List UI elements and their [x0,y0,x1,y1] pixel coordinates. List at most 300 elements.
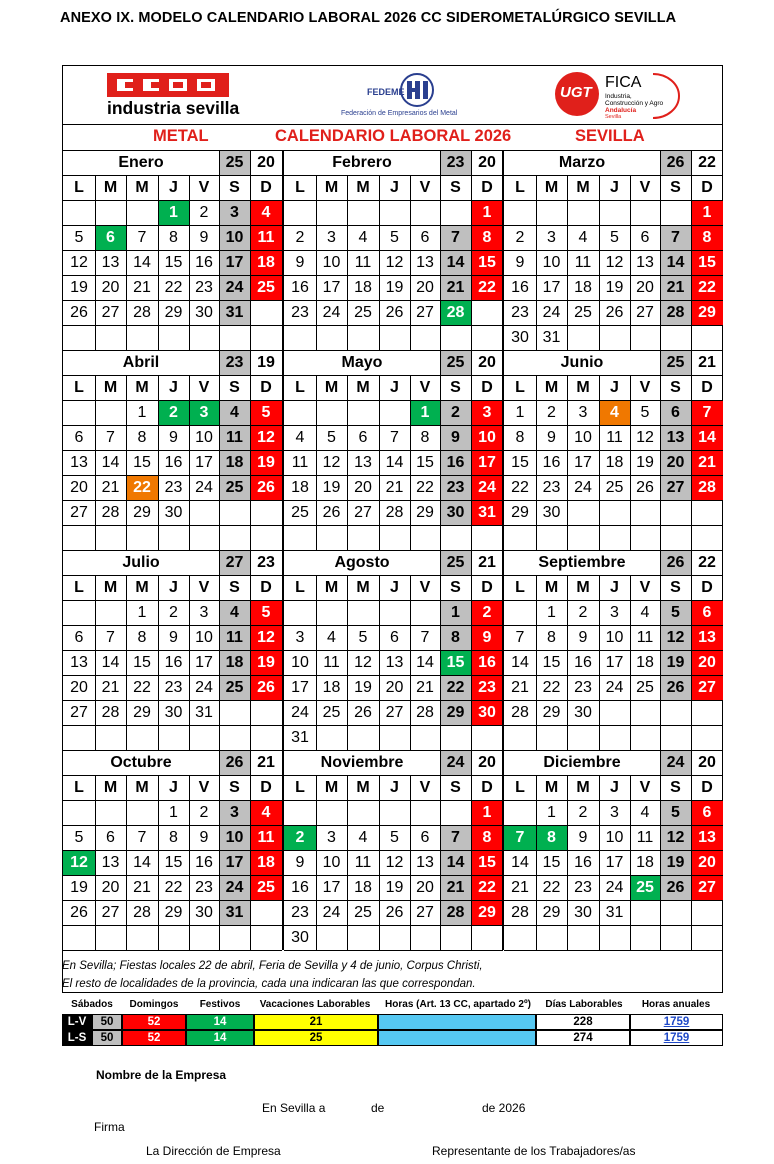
day-cell: 24 [605,878,624,896]
month-name: Enero [118,153,164,171]
day-cell: 8 [169,828,178,846]
row-line [63,925,282,926]
day-cell: 29 [440,700,471,725]
weekday-header: L [295,178,305,196]
row-line [504,225,723,226]
row-line [63,500,282,501]
row-line [504,475,723,476]
day-cell: 4 [640,603,650,621]
day-cell: 31 [219,300,250,325]
day-cell: 13 [385,653,404,671]
row-line [63,450,282,451]
day-cell: 14 [385,453,404,471]
day-cell: 13 [691,825,723,850]
saturday-count: 24 [440,750,471,775]
day-cell: 12 [385,253,404,271]
column-line [599,575,600,750]
column-line [126,375,127,550]
row-line [504,200,723,201]
row-line [504,250,723,251]
row-line [284,725,503,726]
weekday-header: V [198,778,210,796]
day-cell: 12 [385,853,404,871]
day-cell: 9 [440,425,471,450]
day-cell: 29 [416,503,434,521]
column-line [630,175,631,350]
quarter-line [63,550,722,551]
saturday-count: 23 [440,150,471,175]
day-cell: 18 [250,250,282,275]
day-cell: 28 [133,303,151,321]
row-line [284,400,503,401]
weekday-header: M [103,578,118,596]
note-line-2: El resto de localidades de la provincia, cada una indicaran las que correspondan. [62,978,476,990]
day-cell: 27 [70,703,88,721]
day-cell: 27 [636,303,654,321]
row-line [284,200,503,201]
row-line [63,200,282,201]
day-cell: 21 [691,450,723,475]
day-cell: 7 [691,400,723,425]
weekday-header: M [356,578,370,596]
day-cell: 2 [578,603,588,621]
row-line [63,600,282,601]
day-cell: 24 [195,478,213,496]
day-cell: 26 [605,303,624,321]
weekday-header: V [419,378,431,396]
day-cell: 23 [542,478,561,496]
row-line [63,225,282,226]
row-line [284,175,503,176]
day-cell: 30 [195,303,213,321]
day-cell: 14 [416,653,434,671]
month-name: Febrero [332,153,392,171]
day-cell: 16 [542,453,561,471]
ugt-name: UGT [560,84,592,101]
block-separator [502,750,504,950]
day-cell: 25 [219,675,250,700]
day-cell: 15 [416,453,434,471]
day-cell: 17 [291,678,309,696]
day-cell: 22 [440,675,471,700]
day-cell: 2 [284,825,316,850]
sunday-count: 21 [478,553,496,571]
day-cell: 11 [606,428,623,446]
day-cell: 20 [416,878,434,896]
column-line [567,575,568,750]
day-cell: 19 [385,278,404,296]
day-cell: 2 [547,403,556,421]
day-cell: 21 [511,878,529,896]
weekday-header: M [544,378,559,396]
day-cell: 25 [291,503,309,521]
weekday-header: V [419,578,431,596]
day-cell: 15 [471,250,503,275]
row-line [504,500,723,501]
fica-name: FICA [605,74,642,91]
day-cell: 1 [691,200,723,225]
summary-dias-cell: 228 [536,1014,630,1030]
weekday-header: S [229,178,240,196]
day-cell: 20 [416,278,434,296]
day-cell: 9 [295,253,305,271]
day-cell: 12 [322,453,341,471]
day-cell: 25 [574,303,592,321]
block-separator [282,150,284,350]
day-cell: 5 [74,228,84,246]
day-cell: 31 [605,903,624,921]
weekday-header: M [103,178,118,196]
row-line [284,850,503,851]
day-cell: 23 [164,478,183,496]
summary-table [62,998,723,1046]
day-cell: 12 [70,253,88,271]
day-cell: 9 [547,428,556,446]
day-cell: 27 [101,903,120,921]
day-cell: 26 [322,503,341,521]
day-cell: 29 [164,903,183,921]
day-cell: 7 [660,225,691,250]
day-cell: 20 [70,678,88,696]
row-line [284,675,503,676]
day-cell: 15 [471,850,503,875]
weekday-header: S [670,578,681,596]
row-line [284,500,503,501]
day-cell: 29 [542,903,561,921]
fica-line2: Construcción y Agro [605,100,664,107]
weekday-header: S [450,378,461,396]
day-cell: 14 [101,653,120,671]
row-line [504,650,723,651]
signature-label: Firma [94,1120,125,1134]
day-cell: 15 [440,650,471,675]
day-cell: 6 [691,600,723,625]
day-cell: 1 [137,603,147,621]
row-line [284,800,503,801]
weekday-header: D [260,778,272,796]
day-cell: 16 [440,450,471,475]
day-cell: 3 [610,603,619,621]
sunday-count: 20 [478,353,496,371]
day-cell: 13 [70,653,88,671]
day-cell: 4 [578,228,588,246]
summary-dias-cell: 274 [536,1030,630,1046]
day-cell: 26 [385,303,404,321]
day-cell: 14 [691,425,723,450]
day-cell: 21 [133,878,151,896]
column-line [95,775,96,950]
column-line [347,375,348,550]
sunday-count: 22 [698,153,716,171]
day-cell: 7 [137,828,147,846]
weekday-header: M [576,578,590,596]
day-cell: 1 [515,403,525,421]
row-line [63,375,282,376]
day-cell: 6 [358,428,368,446]
day-cell: 22 [471,875,503,900]
weekday-header: J [169,778,178,796]
weekday-header: V [419,778,431,796]
day-cell: 29 [133,503,151,521]
day-cell: 18 [574,278,592,296]
day-cell: 11 [636,628,654,646]
column-line [567,375,568,550]
summary-horas-cell [378,1014,536,1030]
day-cell: 19 [322,478,341,496]
quarter-line [63,150,722,151]
day-cell: 17 [195,453,213,471]
weekday-header: M [356,778,370,796]
block-separator [502,150,504,350]
weekday-header: L [515,178,525,196]
day-cell: 13 [101,853,120,871]
day-cell: 4 [599,400,630,425]
day-cell: 25 [250,275,282,300]
day-cell: 30 [164,703,183,721]
day-cell: 15 [511,453,529,471]
weekday-header: M [103,778,118,796]
weekday-header: J [390,778,399,796]
row-line [284,600,503,601]
day-cell: 18 [636,653,654,671]
day-cell: 3 [327,228,336,246]
column-line [347,775,348,950]
day-cell: 1 [158,200,189,225]
weekday-header: V [198,178,210,196]
column-line [316,175,317,350]
ugt-fica-logo [553,70,693,122]
day-cell: 22 [542,678,561,696]
day-cell: 13 [691,625,723,650]
column-line [410,775,411,950]
weekday-header: J [169,178,178,196]
day-cell: 23 [195,278,213,296]
day-cell: 29 [511,503,529,521]
weekday-header: J [610,378,619,396]
day-cell: 21 [416,678,434,696]
ccoo-logo-icon [107,73,229,97]
day-cell: 19 [250,650,282,675]
day-cell: 27 [385,703,404,721]
day-cell: 3 [219,200,250,225]
day-cell: 31 [195,703,213,721]
saturday-count: 25 [440,550,471,575]
day-cell: 6 [691,800,723,825]
column-line [630,775,631,950]
row-line [63,575,282,576]
day-cell: 25 [605,478,624,496]
weekday-header: M [324,178,339,196]
day-cell: 21 [660,275,691,300]
day-cell: 3 [189,400,219,425]
row-line [504,400,723,401]
day-cell: 14 [440,850,471,875]
day-cell: 28 [660,300,691,325]
day-cell: 5 [660,600,691,625]
row-line [284,700,503,701]
day-cell: 22 [416,478,434,496]
row-line [504,800,723,801]
day-cell: 25 [322,703,341,721]
day-cell: 17 [574,453,592,471]
day-cell: 30 [542,503,561,521]
summary-label-cell: L-V [62,1014,92,1030]
day-cell: 10 [219,825,250,850]
day-cell: 4 [358,828,368,846]
month-name: Septiembre [538,553,626,571]
column-line [158,175,159,350]
column-line [316,775,317,950]
weekday-header: L [295,778,305,796]
sunday-count: 20 [478,753,496,771]
summary-vacaciones-cell: 25 [254,1030,378,1046]
day-cell: 12 [63,850,95,875]
day-cell: 16 [511,278,529,296]
day-cell: 21 [440,875,471,900]
summary-festivos-cell: 14 [186,1014,254,1030]
day-cell: 17 [542,278,561,296]
day-cell: 15 [133,453,151,471]
saturday-count: 25 [660,350,691,375]
day-cell: 23 [164,678,183,696]
saturday-count: 27 [219,550,250,575]
day-cell: 8 [137,628,147,646]
row-line [63,175,282,176]
row-line [63,650,282,651]
month-name: Junio [560,353,604,371]
day-cell: 26 [660,675,691,700]
month-name: Diciembre [543,753,621,771]
day-cell: 6 [74,628,84,646]
column-line [410,375,411,550]
day-cell: 10 [471,425,503,450]
column-line [536,175,537,350]
column-line [599,375,600,550]
row-line [63,950,282,951]
day-cell: 6 [420,228,430,246]
column-line [567,175,568,350]
day-cell: 20 [691,850,723,875]
day-cell: 2 [199,803,209,821]
day-cell: 13 [416,853,434,871]
column-line [410,175,411,350]
weekday-header: S [229,778,240,796]
day-cell: 16 [574,653,592,671]
weekday-header: D [701,178,713,196]
day-cell: 19 [70,878,88,896]
day-cell: 27 [691,675,723,700]
day-cell: 25 [354,303,372,321]
day-cell: 13 [660,425,691,450]
weekday-header: S [670,778,681,796]
day-cell: 6 [420,828,430,846]
summary-domingos-cell: 52 [122,1014,186,1030]
sunday-count: 23 [257,553,275,571]
fica-line1: Industria, [605,93,632,100]
summary-domingos-cell: 52 [122,1030,186,1046]
day-cell: 20 [660,450,691,475]
day-cell: 3 [219,800,250,825]
day-cell: 9 [199,228,209,246]
summary-header-dias: Días Laborables [545,999,623,1010]
summary-header-sabados: Sábados [71,999,113,1010]
logos-header [63,66,722,125]
ccoo-caption: industria sevilla [107,98,240,118]
day-cell: 22 [542,878,561,896]
column-line [567,775,568,950]
weekday-header: M [324,378,339,396]
day-cell: 18 [219,650,250,675]
day-cell: 2 [158,400,189,425]
day-cell: 11 [354,853,372,871]
column-line [126,775,127,950]
row-line [284,250,503,251]
row-line [284,575,503,576]
day-cell: 22 [471,275,503,300]
weekday-header: M [135,778,149,796]
day-cell: 14 [511,653,529,671]
day-cell: 29 [471,900,503,925]
day-cell: 25 [630,875,660,900]
column-line [189,575,190,750]
weekday-header: S [670,378,681,396]
weekday-header: L [74,778,84,796]
day-cell: 28 [416,703,434,721]
day-cell: 28 [440,300,471,325]
summary-header-festivos: Festivos [199,999,241,1010]
day-cell: 22 [126,475,158,500]
day-cell: 11 [574,253,592,271]
day-cell: 8 [515,428,525,446]
weekday-header: L [515,378,525,396]
row-line [63,825,282,826]
day-cell: 4 [250,200,282,225]
day-cell: 8 [420,428,430,446]
day-cell: 24 [219,875,250,900]
day-cell: 10 [605,828,624,846]
date-de-label: de [371,1101,385,1115]
day-cell: 18 [219,450,250,475]
summary-horas-cell [378,1030,536,1046]
weekday-header: D [701,578,713,596]
summary-sabados-cell: 50 [92,1030,122,1046]
day-cell: 10 [219,225,250,250]
day-cell: 4 [327,628,336,646]
day-cell: 24 [605,678,624,696]
column-line [189,775,190,950]
day-cell: 6 [95,225,126,250]
day-cell: 5 [74,828,84,846]
day-cell: 22 [691,275,723,300]
day-cell: 19 [660,650,691,675]
weekday-header: J [610,178,619,196]
management-label: La Dirección de Empresa [146,1144,281,1158]
weekday-header: D [481,778,493,796]
day-cell: 30 [164,503,183,521]
day-cell: 26 [354,703,372,721]
column-line [379,375,380,550]
day-cell: 3 [327,828,336,846]
weekday-header: M [544,578,559,596]
row-line [504,300,723,301]
weekday-header: D [481,578,493,596]
row-line [284,825,503,826]
quarter-line [63,750,722,751]
row-line [284,475,503,476]
row-line [504,900,723,901]
row-line [284,775,503,776]
day-cell: 11 [354,253,372,271]
